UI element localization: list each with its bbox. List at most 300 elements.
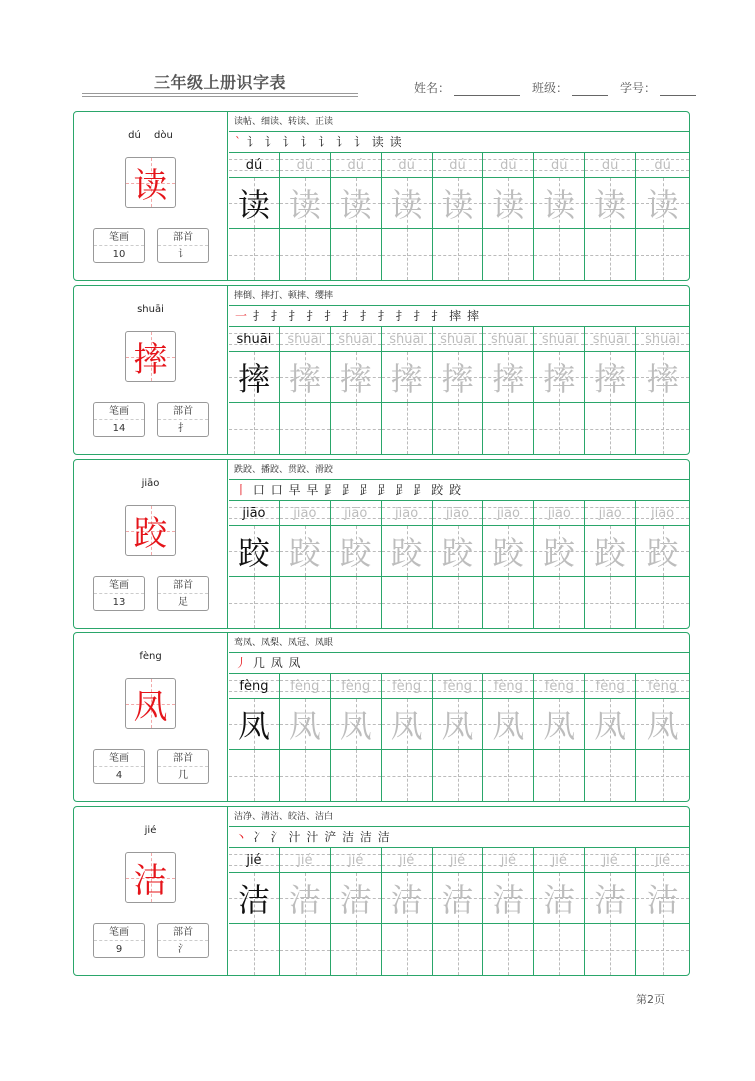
character-text: 洁 <box>390 881 423 919</box>
pinyin-heading: dú dòu <box>128 130 173 141</box>
stroke-count-box <box>93 228 145 263</box>
character-text: 读 <box>237 186 270 224</box>
model-character: 洁 <box>133 861 168 901</box>
practice-grid <box>229 501 689 628</box>
writing-cell[interactable] <box>382 403 432 454</box>
radical-box <box>157 576 209 611</box>
writing-cell[interactable] <box>636 229 689 280</box>
practice-panel <box>229 112 689 280</box>
character-text: 摔 <box>646 360 679 398</box>
stroke-count-label: 笔画 <box>94 577 144 594</box>
character-cell <box>483 352 533 403</box>
practice-grid <box>229 153 689 280</box>
page-number: 第2页 <box>636 993 665 1006</box>
pinyin-cell <box>280 501 330 526</box>
character-cell <box>229 526 279 577</box>
pinyin-cell <box>483 327 533 352</box>
stroke-order: 丿 几 凤 凤 <box>229 653 689 674</box>
character-cell <box>534 699 584 750</box>
practice-column <box>229 674 280 801</box>
character-text: 凤 <box>390 707 423 745</box>
pinyin-cell <box>585 153 635 178</box>
radical-value: 讠 <box>178 249 188 260</box>
pinyin-text: dú <box>551 158 568 173</box>
practice-column <box>483 327 534 454</box>
pinyin-cell <box>585 501 635 526</box>
pinyin-cell <box>483 848 533 873</box>
pinyin-cell <box>229 674 279 699</box>
writing-cell[interactable] <box>483 577 533 628</box>
stroke-count-label: 笔画 <box>94 229 144 246</box>
name-field[interactable] <box>454 83 520 96</box>
pinyin-text: fèng <box>290 679 320 694</box>
stroke-count-label: 笔画 <box>94 403 144 420</box>
pinyin-text: jiāo <box>445 506 470 521</box>
character-cell <box>534 178 584 229</box>
character-cell <box>433 526 483 577</box>
character-info-panel <box>74 112 228 280</box>
character-text: 跤 <box>390 534 423 572</box>
model-character-box <box>125 331 176 382</box>
pinyin-cell <box>585 848 635 873</box>
character-text: 跤 <box>492 534 525 572</box>
character-cell <box>483 873 533 924</box>
stroke-order: 一 扌 扌 扌 扌 扌 扌 扌 扌 扌 扌 扌 摔 摔 <box>229 306 689 327</box>
writing-cell[interactable] <box>585 924 635 975</box>
writing-cell[interactable] <box>585 750 635 801</box>
character-cell <box>636 526 689 577</box>
radical-value: 几 <box>178 770 188 781</box>
character-card <box>73 632 690 802</box>
example-words: 读帖、细读、转读、正读 <box>229 112 689 132</box>
pinyin-text: jiāo <box>395 506 419 521</box>
pinyin-text: jiāo <box>293 506 317 521</box>
example-words: 鸾凤、凤梨、凤冠、凤眼 <box>229 633 689 653</box>
practice-column <box>280 153 331 280</box>
pinyin-text: jié <box>654 853 671 868</box>
character-cell <box>433 699 483 750</box>
character-cell <box>636 178 689 229</box>
pinyin-cell <box>534 153 584 178</box>
practice-column <box>433 327 484 454</box>
model-character: 凤 <box>133 687 168 727</box>
character-info-panel <box>74 286 228 454</box>
character-cell <box>229 699 279 750</box>
stroke-count-label: 笔画 <box>94 924 144 941</box>
character-text: 摔 <box>390 360 423 398</box>
writing-cell[interactable] <box>534 924 584 975</box>
character-text: 读 <box>543 186 576 224</box>
character-cell <box>483 699 533 750</box>
character-text: 洁 <box>339 881 372 919</box>
pinyin-cell <box>229 327 279 352</box>
character-cell <box>433 352 483 403</box>
practice-column <box>585 327 636 454</box>
character-cell <box>585 873 635 924</box>
pinyin-cell <box>433 501 483 526</box>
writing-cell[interactable] <box>585 229 635 280</box>
pinyin-heading: shuāi <box>137 304 164 315</box>
pinyin-cell <box>229 501 279 526</box>
pinyin-cell <box>483 153 533 178</box>
practice-column <box>331 501 382 628</box>
character-cell <box>331 178 381 229</box>
pinyin-text: shuāi <box>440 332 475 347</box>
writing-cell[interactable] <box>331 924 381 975</box>
pinyin-text: shuāi <box>645 332 680 347</box>
pinyin-cell <box>483 501 533 526</box>
character-text: 读 <box>339 186 372 224</box>
pinyin-cell <box>636 501 689 526</box>
pinyin-text: fèng <box>493 679 523 694</box>
character-info-panel <box>74 807 228 975</box>
pinyin-text: dú <box>347 158 364 173</box>
practice-column <box>636 153 689 280</box>
practice-column <box>229 153 280 280</box>
character-cell <box>636 352 689 403</box>
writing-cell[interactable] <box>636 750 689 801</box>
practice-column <box>433 674 484 801</box>
pinyin-text: jiāo <box>598 506 622 521</box>
character-text: 洁 <box>594 881 627 919</box>
character-cell <box>585 526 635 577</box>
pinyin-cell <box>534 501 584 526</box>
character-cell <box>483 178 533 229</box>
character-text: 跤 <box>441 534 474 572</box>
character-text: 凤 <box>492 707 525 745</box>
stroke-count-value: 10 <box>112 249 126 260</box>
writing-cell[interactable] <box>534 403 584 454</box>
writing-cell[interactable] <box>382 924 432 975</box>
practice-column <box>585 848 636 975</box>
practice-column <box>636 501 689 628</box>
character-cell <box>280 526 330 577</box>
character-text: 凤 <box>288 707 321 745</box>
writing-cell[interactable] <box>636 924 689 975</box>
writing-cell[interactable] <box>382 229 432 280</box>
practice-column <box>534 848 585 975</box>
pinyin-cell <box>433 848 483 873</box>
practice-column <box>433 501 484 628</box>
character-text: 凤 <box>339 707 372 745</box>
radical-box <box>157 228 209 263</box>
writing-cell[interactable] <box>636 403 689 454</box>
stroke-count-value: 13 <box>112 597 126 608</box>
pinyin-cell <box>280 327 330 352</box>
character-text: 凤 <box>646 707 679 745</box>
pinyin-cell <box>433 153 483 178</box>
radical-value: 扌 <box>178 423 188 434</box>
character-cell <box>382 873 432 924</box>
character-text: 读 <box>646 186 679 224</box>
character-text: 读 <box>594 186 627 224</box>
model-character-box <box>125 157 176 208</box>
character-cell <box>433 178 483 229</box>
character-cell <box>534 352 584 403</box>
writing-cell[interactable] <box>280 750 330 801</box>
character-text: 读 <box>390 186 423 224</box>
class-field[interactable] <box>572 83 608 96</box>
character-text: 摔 <box>288 360 321 398</box>
pinyin-heading: jiāo <box>141 478 160 489</box>
pinyin-cell <box>585 327 635 352</box>
character-cell <box>229 352 279 403</box>
character-info-panel <box>74 460 228 628</box>
writing-cell[interactable] <box>483 229 533 280</box>
writing-cell[interactable] <box>229 577 279 628</box>
character-cell <box>331 699 381 750</box>
pinyin-heading: fèng <box>139 651 162 662</box>
pinyin-text: jiāo <box>547 506 571 521</box>
practice-column <box>483 848 534 975</box>
character-cell <box>382 699 432 750</box>
pinyin-cell <box>636 153 689 178</box>
pinyin-cell <box>382 674 432 699</box>
pinyin-text: jiāo <box>650 506 675 521</box>
character-text: 跤 <box>339 534 372 572</box>
pinyin-cell <box>534 848 584 873</box>
character-card <box>73 459 690 629</box>
name-label: 姓名： <box>414 81 451 95</box>
writing-cell[interactable] <box>229 403 279 454</box>
radical-label: 部首 <box>158 577 208 594</box>
character-cell <box>280 178 330 229</box>
practice-column <box>636 848 689 975</box>
radical-box <box>157 749 209 784</box>
practice-column <box>534 674 585 801</box>
practice-grid <box>229 674 689 801</box>
character-cell <box>382 526 432 577</box>
character-text: 摔 <box>237 360 270 398</box>
practice-grid <box>229 327 689 454</box>
radical-value: 氵 <box>178 944 188 955</box>
practice-column <box>534 327 585 454</box>
pinyin-text: jiāo <box>344 506 368 521</box>
practice-column <box>280 848 331 975</box>
writing-cell[interactable] <box>331 403 381 454</box>
radical-value: 足 <box>178 597 188 608</box>
class-label: 班级： <box>532 81 569 95</box>
practice-column <box>229 327 280 454</box>
pinyin-text: dú <box>398 158 415 173</box>
stroke-count-value: 14 <box>112 423 126 434</box>
practice-column <box>483 674 534 801</box>
writing-cell[interactable] <box>280 924 330 975</box>
pinyin-cell <box>534 327 584 352</box>
pinyin-text: fèng <box>392 679 422 694</box>
model-character: 读 <box>133 166 168 206</box>
pinyin-text: fèng <box>239 679 269 694</box>
pinyin-cell <box>433 327 483 352</box>
pinyin-text: jié <box>551 853 567 868</box>
character-text: 凤 <box>237 707 270 745</box>
character-cell <box>382 178 432 229</box>
writing-cell[interactable] <box>585 577 635 628</box>
stroke-count-box <box>93 749 145 784</box>
pinyin-cell <box>433 674 483 699</box>
stroke-count-box <box>93 576 145 611</box>
character-cell <box>585 352 635 403</box>
practice-panel <box>229 633 689 801</box>
practice-column <box>636 674 689 801</box>
pinyin-text: jié <box>399 853 415 868</box>
writing-cell[interactable] <box>433 577 483 628</box>
practice-column <box>534 501 585 628</box>
pinyin-text: dú <box>245 158 263 173</box>
character-cell <box>585 178 635 229</box>
character-text: 洁 <box>646 881 679 919</box>
model-character: 跤 <box>133 514 168 554</box>
student-number-field[interactable] <box>660 83 696 96</box>
writing-cell[interactable] <box>280 403 330 454</box>
character-text: 洁 <box>543 881 576 919</box>
pinyin-text: fèng <box>341 679 371 694</box>
title-underline <box>82 93 358 94</box>
pinyin-text: fèng <box>544 679 574 694</box>
writing-cell[interactable] <box>433 750 483 801</box>
character-text: 跤 <box>237 534 270 572</box>
character-text: 洁 <box>237 881 270 919</box>
character-cell <box>483 526 533 577</box>
pinyin-text: jié <box>449 853 466 868</box>
practice-column <box>433 848 484 975</box>
pinyin-cell <box>382 501 432 526</box>
pinyin-cell <box>229 848 279 873</box>
writing-cell[interactable] <box>433 229 483 280</box>
student-number-label: 学号： <box>620 81 657 95</box>
character-cell <box>229 178 279 229</box>
practice-panel <box>229 460 689 628</box>
writing-cell[interactable] <box>280 229 330 280</box>
writing-cell[interactable] <box>636 577 689 628</box>
pinyin-text: shuāi <box>338 332 374 347</box>
writing-cell[interactable] <box>382 577 432 628</box>
character-cell <box>280 873 330 924</box>
model-character-box <box>125 678 176 729</box>
practice-column <box>585 501 636 628</box>
pinyin-text: dú <box>449 158 466 173</box>
character-cell <box>331 873 381 924</box>
stroke-count-value: 9 <box>115 944 123 955</box>
character-card <box>73 806 690 976</box>
pinyin-text: shuāi <box>236 332 272 347</box>
writing-cell[interactable] <box>433 403 483 454</box>
writing-cell[interactable] <box>229 750 279 801</box>
page-title: 三年级上册识字表 <box>153 73 286 92</box>
writing-cell[interactable] <box>280 577 330 628</box>
character-cell <box>534 873 584 924</box>
writing-cell[interactable] <box>534 577 584 628</box>
radical-label: 部首 <box>158 403 208 420</box>
pinyin-text: shuāi <box>541 332 577 347</box>
character-text: 读 <box>288 186 321 224</box>
practice-panel <box>229 286 689 454</box>
character-text: 跤 <box>594 534 627 572</box>
stroke-order: ` 讠 讠 讠 讠 讠 讠 讠 读 读 <box>229 132 689 153</box>
character-info-panel <box>74 633 228 801</box>
pinyin-cell <box>585 674 635 699</box>
writing-cell[interactable] <box>382 750 432 801</box>
character-text: 跤 <box>288 534 321 572</box>
practice-column <box>331 153 382 280</box>
writing-cell[interactable] <box>483 924 533 975</box>
character-text: 凤 <box>594 707 627 745</box>
writing-cell[interactable] <box>585 403 635 454</box>
writing-cell[interactable] <box>331 577 381 628</box>
model-character-box <box>125 852 176 903</box>
pinyin-text: dú <box>500 158 517 173</box>
practice-panel <box>229 807 689 975</box>
pinyin-text: jié <box>246 853 262 868</box>
character-text: 凤 <box>441 707 474 745</box>
character-text: 洁 <box>441 881 474 919</box>
practice-column <box>483 153 534 280</box>
pinyin-cell <box>280 153 330 178</box>
practice-column <box>483 501 534 628</box>
character-text: 洁 <box>492 881 525 919</box>
pinyin-cell <box>636 848 689 873</box>
character-cell <box>585 699 635 750</box>
character-text: 读 <box>492 186 525 224</box>
writing-cell[interactable] <box>534 229 584 280</box>
practice-column <box>636 327 689 454</box>
pinyin-text: fèng <box>442 679 473 694</box>
character-cell <box>229 873 279 924</box>
writing-cell[interactable] <box>483 403 533 454</box>
writing-cell[interactable] <box>331 750 381 801</box>
pinyin-cell <box>331 153 381 178</box>
pinyin-cell <box>331 501 381 526</box>
writing-cell[interactable] <box>229 924 279 975</box>
pinyin-text: jiāo <box>242 506 266 521</box>
pinyin-text: fèng <box>648 679 678 694</box>
writing-cell[interactable] <box>534 750 584 801</box>
character-cell <box>331 352 381 403</box>
writing-cell[interactable] <box>331 229 381 280</box>
practice-column <box>229 848 280 975</box>
pinyin-text: dú <box>296 158 314 173</box>
stroke-order: 丶 冫 氵 汁 汁 浐 洁 洁 洁 <box>229 827 689 848</box>
practice-column <box>585 674 636 801</box>
character-text: 摔 <box>543 360 576 398</box>
writing-cell[interactable] <box>433 924 483 975</box>
pinyin-cell <box>331 848 381 873</box>
pinyin-cell <box>280 674 330 699</box>
character-cell <box>280 352 330 403</box>
character-cell <box>433 873 483 924</box>
character-text: 凤 <box>543 707 576 745</box>
model-character-box <box>125 505 176 556</box>
writing-cell[interactable] <box>229 229 279 280</box>
pinyin-text: jiāo <box>496 506 520 521</box>
pinyin-cell <box>229 153 279 178</box>
character-text: 摔 <box>492 360 525 398</box>
pinyin-cell <box>331 674 381 699</box>
writing-cell[interactable] <box>483 750 533 801</box>
pinyin-cell <box>382 848 432 873</box>
character-card <box>73 285 690 455</box>
character-cell <box>636 873 689 924</box>
example-words: 跌跤、播跤、贯跤、滑跤 <box>229 460 689 480</box>
practice-column <box>382 153 433 280</box>
practice-column <box>382 674 433 801</box>
character-text: 洁 <box>288 881 321 919</box>
model-character: 摔 <box>133 340 168 380</box>
example-words: 摔倒、摔打、顿摔、缨摔 <box>229 286 689 306</box>
practice-column <box>382 501 433 628</box>
stroke-order: 丨 口 口 早 早 𧾷 𧾷 𧾷 𧾷 𧾷 𧾷 跤 跤 <box>229 480 689 501</box>
practice-column <box>331 848 382 975</box>
